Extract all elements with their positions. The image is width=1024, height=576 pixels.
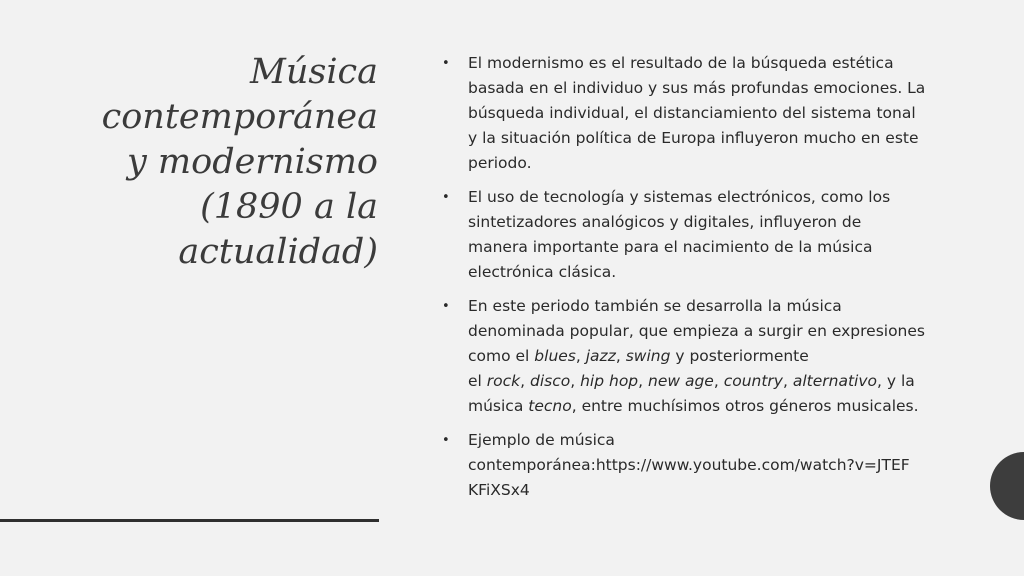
bullet-text-line: En este periodo también se desarrolla la música <box>468 297 842 315</box>
text-run: , <box>615 347 626 365</box>
decorative-circle <box>990 452 1024 520</box>
text-run: música <box>468 397 529 415</box>
genre-country: country <box>723 372 783 390</box>
bullet-item-ejemplo <box>440 428 960 503</box>
bullet-text-line: denominada popular, que empieza a surgir en expresiones <box>468 322 925 340</box>
genre-swing: swing <box>625 347 671 365</box>
bullet-text-line: electrónica clásica. <box>468 263 617 281</box>
text-run: , <box>782 372 793 390</box>
text-run: y posteriormente <box>670 347 809 365</box>
text-run: como el <box>468 347 535 365</box>
text-run: el <box>468 372 487 390</box>
bullet-dot-icon: • <box>442 299 450 314</box>
title-line: Música <box>249 52 378 92</box>
title-line: actualidad) <box>178 232 378 272</box>
genre-jazz: jazz <box>585 347 616 365</box>
bullet-text-line: periodo. <box>468 154 532 172</box>
bullet-text-line: manera importante para el nacimiento de la música <box>468 238 873 256</box>
bullet-item-tecnologia <box>440 185 960 285</box>
text-run: , <box>520 372 530 390</box>
bullet-text-line: basada en el individuo y sus más profundas emociones. La <box>468 79 926 97</box>
bullet-list <box>440 51 960 512</box>
bullet-text-line <box>468 394 960 419</box>
text-run: , entre muchísimos otros géneros musicales. <box>571 397 919 415</box>
genre-rock: rock <box>486 372 521 390</box>
bullet-text-line <box>468 369 960 394</box>
text-run: , <box>638 372 648 390</box>
title-underline-divider <box>0 519 379 522</box>
bullet-dot-icon: • <box>442 190 450 205</box>
genre-new-age: new age <box>648 372 714 390</box>
example-url-line[interactable]: KFiXSx4 <box>468 481 530 499</box>
bullet-text-line <box>468 344 960 369</box>
genre-blues: blues <box>534 347 576 365</box>
example-url-line[interactable]: contemporánea:https://www.youtube.com/watch?v=JTEF <box>468 456 910 474</box>
bullet-dot-icon: • <box>442 56 450 71</box>
bullet-text-line: sintetizadores analógicos y digitales, influyeron de <box>468 213 862 231</box>
genre-tecno: tecno <box>528 397 572 415</box>
bullet-text-line: y la situación política de Europa influyeron mucho en este <box>468 129 919 147</box>
bullet-text-line: Ejemplo de música <box>468 431 615 449</box>
genre-alternativo: alternativo <box>792 372 877 390</box>
slide-title <box>40 50 378 275</box>
text-run: , <box>570 372 581 390</box>
bullet-text-line: El uso de tecnología y sistemas electrónicos, como los <box>468 188 891 206</box>
bullet-item-musica-popular <box>440 294 960 419</box>
bullet-dot-icon: • <box>442 433 450 448</box>
bullet-text-line: El modernismo es el resultado de la búsqueda estética <box>468 54 894 72</box>
bullet-item-modernismo <box>440 51 960 176</box>
bullet-text-line: búsqueda individual, el distanciamiento del sistema tonal <box>468 104 916 122</box>
text-run: , <box>713 372 724 390</box>
title-line: contemporánea <box>101 97 378 137</box>
genre-disco: disco <box>530 372 571 390</box>
genre-hip-hop: hip hop <box>580 372 639 390</box>
text-run: , <box>575 347 586 365</box>
title-line: (1890 a la <box>200 187 378 227</box>
title-line: y modernismo <box>127 142 378 182</box>
text-run: , y la <box>877 372 915 390</box>
